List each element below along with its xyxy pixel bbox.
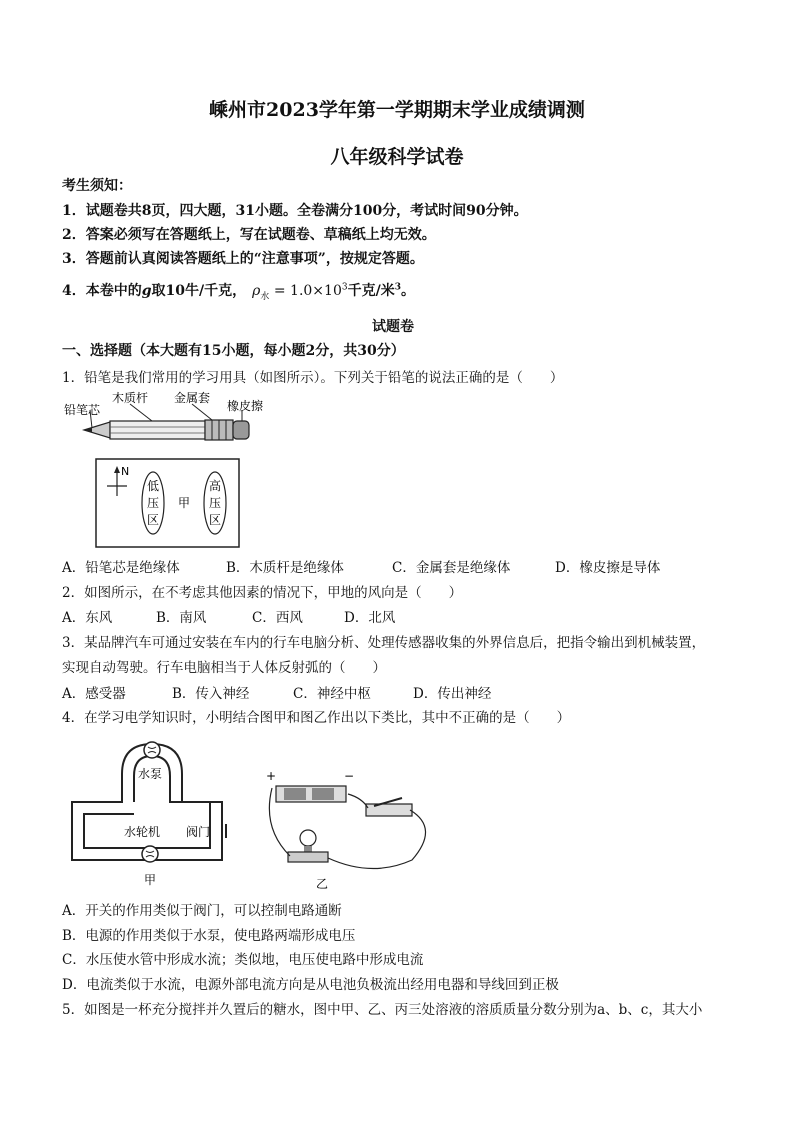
pressure-map-figure: [95, 458, 240, 548]
switch-icon: [366, 804, 412, 816]
electric-circuit-figure: [262, 768, 442, 893]
q4-option-a[interactable]: A．开关的作用类似于阀门，可以控制电路通断: [62, 903, 342, 919]
exam-subtitle: 八年级科学试卷: [330, 146, 464, 168]
low-1: 低: [147, 479, 160, 493]
low-3: 区: [147, 513, 160, 527]
high-3: 区: [209, 513, 222, 527]
q2-option-d[interactable]: D．北风: [344, 610, 396, 626]
water-circuit-figure: [62, 732, 242, 892]
high-2: 压: [209, 496, 222, 510]
q4-stem: 4．在学习电学知识时，小明结合图甲和图乙作出以下类比，其中不正确的是（ ）: [62, 710, 571, 726]
north-label: N: [121, 465, 130, 478]
plus-label: +: [266, 769, 277, 783]
q5-stem: 5．如图是一杯充分搅拌并久置后的糖水，图中甲、乙、丙三处溶液的溶质质量分数分别为a、b、c，其大小: [62, 1002, 703, 1018]
q1-stem: 1．铅笔是我们常用的学习用具（如图所示）。下列关于铅笔的说法正确的是（ ）: [62, 370, 564, 386]
part1-heading: 一、选择题（本大题有15小题，每小题2分，共30分）: [62, 343, 405, 359]
low-2: 压: [147, 496, 160, 510]
notice-item-1: 1．试题卷共8页，四大题，31小题。全卷满分100分，考试时间90分钟。: [62, 203, 528, 219]
label-metal: 金属套: [174, 391, 211, 405]
q2-option-c[interactable]: C．西风: [252, 610, 303, 626]
pencil-figure: [62, 390, 282, 450]
q3-option-d[interactable]: D．传出神经: [413, 686, 492, 702]
q2-option-a[interactable]: A．东风: [62, 610, 113, 626]
notice-item-2: 2．答案必须写在答题纸上，写在试题卷、草稿纸上均无效。: [62, 227, 436, 243]
pump-icon: [144, 742, 160, 758]
label-eraser: 橡皮擦: [227, 399, 264, 413]
q1-option-a[interactable]: A．铅笔芯是绝缘体: [62, 560, 180, 576]
notice-item-4: 4．本卷中的g取10牛/千克， $\rho_水 = 1.0\times 10^3$千克/米$^3$。: [62, 282, 415, 302]
valve-label: 阀门: [186, 825, 211, 839]
q2-stem: 2．如图所示，在不考虑其他因素的情况下，甲地的风向是（ ）: [62, 585, 463, 601]
minus-label: −: [344, 769, 355, 783]
paper-label: 试题卷: [372, 319, 414, 335]
notice-heading: 考生须知：: [62, 178, 132, 194]
high-1: 高: [209, 479, 222, 493]
fig-b-name: 乙: [316, 877, 329, 891]
label-wood: 木质杆: [112, 391, 149, 405]
turbine-icon: [142, 846, 158, 862]
q1-option-c[interactable]: C．金属套是绝缘体: [392, 560, 511, 576]
bulb-icon: [300, 830, 316, 846]
notice-item-3: 3．答题前认真阅读答题纸上的“注意事项”，按规定答题。: [62, 251, 424, 267]
label-lead: 铅笔芯: [64, 403, 101, 417]
place-jia: 甲: [178, 496, 191, 510]
q3-option-b[interactable]: B．传入神经: [172, 686, 250, 702]
q4-option-c[interactable]: C．水压使水管中形成水流；类似地，电压使电路中形成电流: [62, 952, 424, 968]
q2-option-b[interactable]: B．南风: [156, 610, 207, 626]
q3-option-a[interactable]: A．感受器: [62, 686, 126, 702]
exam-title: 嵊州市2023学年第一学期期末学业成绩调测: [209, 99, 585, 121]
q3-stem-line1: 3．某品牌汽车可通过安装在车内的行车电脑分析、处理传感器收集的外界信息后，把指令输出到机械装置，: [62, 635, 706, 651]
q4-option-b[interactable]: B．电源的作用类似于水泵，使电路两端形成电压: [62, 928, 356, 944]
q3-stem-line2: 实现自动驾驶。行车电脑相当于人体反射弧的（ ）: [62, 660, 386, 676]
fig-a-name: 甲: [144, 873, 157, 887]
pump-label: 水泵: [138, 767, 163, 781]
turbine-label: 水轮机: [124, 825, 161, 839]
q1-option-b[interactable]: B．木质杆是绝缘体: [226, 560, 344, 576]
q4-option-d[interactable]: D．电流类似于水流，电源外部电流方向是从电池负极流出经用电器和导线回到正极: [62, 977, 559, 993]
q3-option-c[interactable]: C．神经中枢: [293, 686, 371, 702]
q1-option-d[interactable]: D．橡皮擦是导体: [555, 560, 661, 576]
